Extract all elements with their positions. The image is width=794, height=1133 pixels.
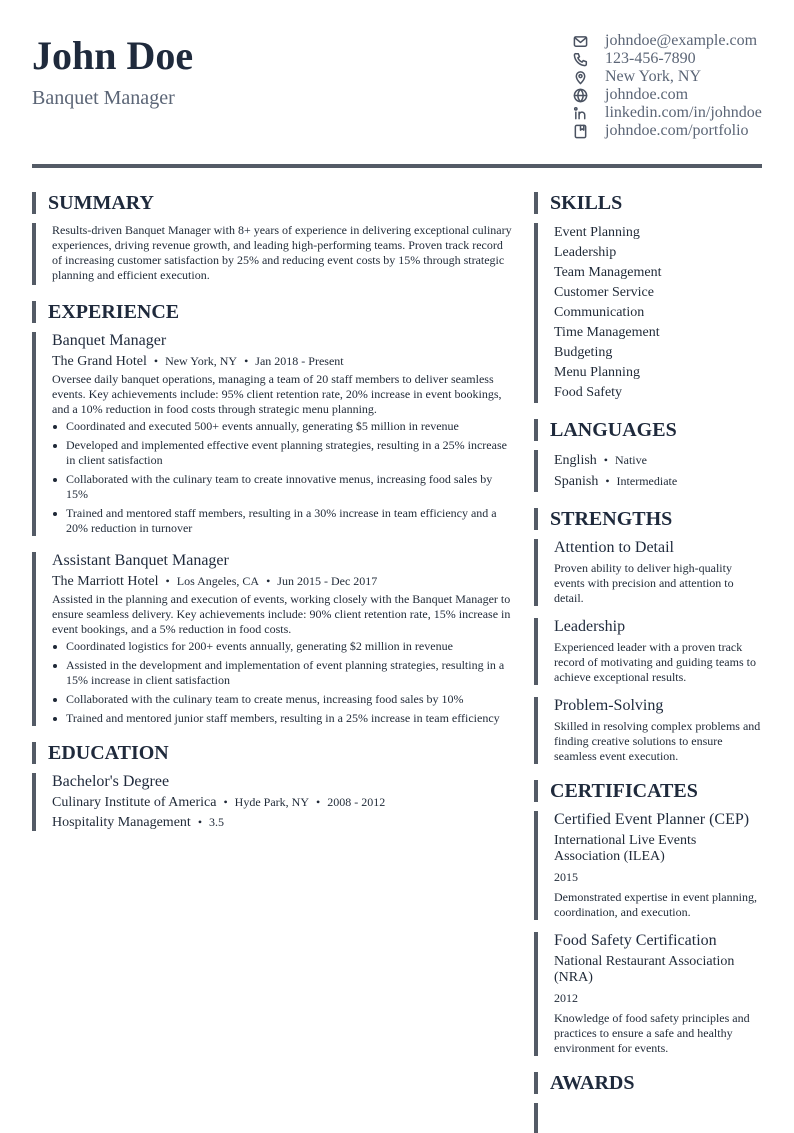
job-achievements <box>52 419 514 536</box>
language-level: Intermediate <box>616 474 678 488</box>
strength-item <box>534 618 764 685</box>
job-description: Assisted in the planning and execution of events, working closely with the Banquet Manager to ensure seamless delivery. Key achievements include: 90% client retention rate, 15% increase in event bookings, and a 5% reduction in food costs. <box>52 592 511 636</box>
field-of-study: Hospitality Management <box>52 815 191 830</box>
list-item: Coordinated logistics for 200+ events annually, generating $2 million in revenue <box>52 639 514 654</box>
globe-icon <box>572 87 589 104</box>
job-company: The Grand Hotel <box>52 354 147 369</box>
experience-heading: EXPERIENCE <box>32 301 514 323</box>
job-achievements <box>52 639 514 726</box>
contact-portfolio-text: johndoe.com/portfolio <box>605 122 749 139</box>
certificate-year: 2015 <box>554 870 578 884</box>
certificate-title: Food Safety Certification <box>554 932 717 949</box>
certificate-issuer: International Live Events Association (ILEA) <box>554 833 697 864</box>
list-item: Trained and mentored junior staff members, resulting in a 25% increase in team efficiency <box>52 711 514 726</box>
right-column <box>534 192 764 1133</box>
contact-list <box>572 32 772 140</box>
strength-item <box>534 539 764 606</box>
contact-phone-text: 123-456-7890 <box>605 50 696 67</box>
separator: • <box>153 354 159 368</box>
separator: • <box>197 815 203 829</box>
contact-linkedin[interactable] <box>572 104 772 122</box>
linkedin-icon <box>572 105 589 122</box>
separator: • <box>223 795 228 809</box>
school-name: Culinary Institute of America <box>52 795 217 810</box>
list-item: Collaborated with the culinary team to create menus, increasing food sales by 10% <box>52 692 514 707</box>
strength-description: Skilled in resolving complex problems and finding creative solutions to ensure seamless event execution. <box>554 719 761 763</box>
candidate-role: Banquet Manager <box>32 87 175 109</box>
language-name: English <box>554 453 597 468</box>
skill-item: Communication <box>554 305 645 320</box>
skill-item: Budgeting <box>554 345 613 360</box>
contact-email-text: johndoe@example.com <box>605 32 758 49</box>
job-dates: Jun 2015 - Dec 2017 <box>277 574 378 588</box>
skill-item: Food Safety <box>554 385 623 400</box>
skill-item: Customer Service <box>554 285 654 300</box>
mail-icon <box>572 33 589 50</box>
contact-linkedin-text: linkedin.com/in/johndoe <box>605 104 762 121</box>
certificate-description: Knowledge of food safety principles and practices to ensure a safe and healthy environment for events. <box>554 1011 750 1055</box>
list-item: Coordinated and executed 500+ events annually, generating $5 million in revenue <box>52 419 514 434</box>
school-location: Hyde Park, NY <box>234 795 309 809</box>
gpa: 3.5 <box>209 815 225 829</box>
certificate-description: Demonstrated expertise in event planning, coordination, and execution. <box>554 890 757 919</box>
certificate-item <box>534 811 764 920</box>
contact-location <box>572 68 772 86</box>
job-company: The Marriott Hotel <box>52 574 159 589</box>
education-dates: 2008 - 2012 <box>327 795 386 809</box>
contact-portfolio[interactable] <box>572 122 772 140</box>
education-entry <box>32 773 514 831</box>
job-dates: Jan 2018 - Present <box>255 354 344 368</box>
strength-item <box>534 697 764 764</box>
contact-phone[interactable] <box>572 50 772 68</box>
awards-list <box>534 1103 764 1133</box>
language-item <box>554 471 764 492</box>
separator: • <box>244 354 249 368</box>
list-item: Assisted in the development and implementation of event planning strategies, resulting in a 15% increase in client satisfaction <box>52 658 514 688</box>
header-divider <box>32 164 762 168</box>
contact-email[interactable] <box>572 32 772 50</box>
phone-icon <box>572 51 589 68</box>
education-heading: EDUCATION <box>32 742 514 764</box>
skills-list <box>534 223 764 403</box>
job-meta <box>52 353 514 370</box>
contact-website-text: johndoe.com <box>605 86 689 103</box>
summary-heading: SUMMARY <box>32 192 514 214</box>
skill-item: Event Planning <box>554 225 640 240</box>
language-item <box>554 450 764 471</box>
degree: Bachelor's Degree <box>52 773 170 790</box>
job-location: New York, NY <box>165 354 238 368</box>
certificates-heading: CERTIFICATES <box>534 780 764 802</box>
awards-heading: AWARDS <box>534 1072 764 1094</box>
languages-list <box>534 450 764 492</box>
contact-website[interactable] <box>572 86 772 104</box>
language-name: Spanish <box>554 474 599 489</box>
job-location: Los Angeles, CA <box>176 574 260 588</box>
separator: • <box>266 574 271 588</box>
strength-title: Leadership <box>554 618 626 635</box>
separator: • <box>165 574 170 588</box>
job-description: Oversee daily banquet operations, managing a team of 20 staff members to deliver seamless events. Key achievements include: 95% client retention rate, 20% increase in event bookings, and a 10% reduction in food costs through strategic menu planning. <box>52 372 502 416</box>
education-school-row <box>52 794 514 811</box>
certificate-item <box>534 932 764 1056</box>
strength-description: Experienced leader with a proven track record of motivating and guiding teams to achieve exceptional results. <box>554 640 756 684</box>
list-item: Trained and mentored staff members, resulting in a 30% increase in team efficiency and a 20% reduction in turnover <box>52 506 514 536</box>
list-item: Developed and implemented effective event planning strategies, resulting in a 25% increase in client satisfaction <box>52 438 514 468</box>
certificate-title: Certified Event Planner (CEP) <box>554 811 750 828</box>
contact-location-text: New York, NY <box>605 68 702 85</box>
separator: • <box>605 474 610 488</box>
education-field-row <box>52 814 514 831</box>
strength-title: Problem-Solving <box>554 697 664 714</box>
skill-item: Time Management <box>554 325 660 340</box>
separator: • <box>603 453 608 467</box>
language-level: Native <box>614 453 647 467</box>
certificate-issuer: National Restaurant Association (NRA) <box>554 954 735 985</box>
portfolio-icon <box>572 123 589 140</box>
list-item: Collaborated with the culinary team to create innovative menus, increasing food sales by 15% <box>52 472 514 502</box>
strength-title: Attention to Detail <box>554 539 674 556</box>
job-entry <box>32 332 514 536</box>
job-title: Banquet Manager <box>52 332 167 349</box>
job-title: Assistant Banquet Manager <box>52 552 229 569</box>
skill-item: Menu Planning <box>554 365 640 380</box>
location-pin-icon <box>572 69 589 86</box>
strengths-heading: STRENGTHS <box>534 508 764 530</box>
certificate-year: 2012 <box>554 991 578 1005</box>
job-meta <box>52 573 514 590</box>
strength-description: Proven ability to deliver high-quality events with precision and attention to detail. <box>554 561 734 605</box>
skill-item: Team Management <box>554 265 662 280</box>
job-entry <box>32 552 514 726</box>
separator: • <box>316 795 321 809</box>
skill-item: Leadership <box>554 245 617 260</box>
languages-heading: LANGUAGES <box>534 419 764 441</box>
candidate-name: John Doe <box>32 33 194 78</box>
left-column <box>32 192 514 831</box>
summary-text: Results-driven Banquet Manager with 8+ years of experience in delivering exceptional culinary experiences, driving revenue growth, and leading high-performing teams. Proven track record of increasing customer satisfaction by 25% and reducing event costs by 15% through strategic planning and efficient execution. <box>32 223 514 285</box>
skills-heading: SKILLS <box>534 192 764 214</box>
